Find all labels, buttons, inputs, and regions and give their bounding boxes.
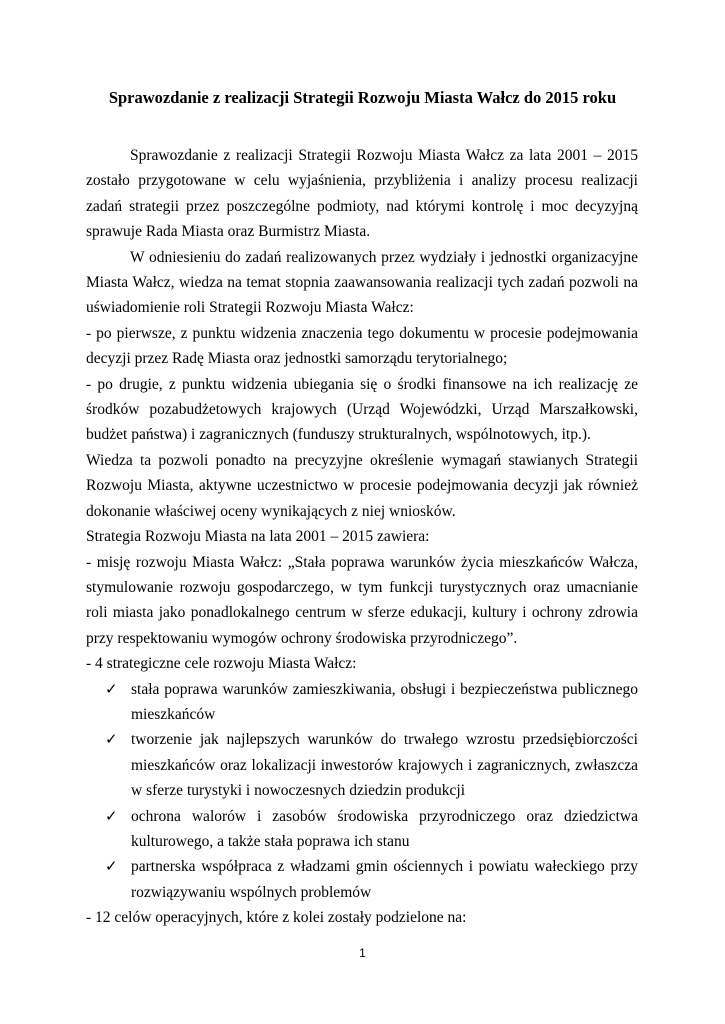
paragraph-intro: Sprawozdanie z realizacji Strategii Rozwoju Miasta Wałcz za lata 2001 – 2015 zostało przygotowane w celu wyjaśnienia, przybliżenia i analizy procesu realizacji zadań strategii przez poszczególne podmioty, nad którymi kontrolę i moc decyzyjną sprawuje Rada Miasta oraz Burmistrz Miasta.	[86, 147, 638, 241]
paragraph-point-second: - po drugie, z punktu widzenia ubiegania się o środki finansowe na ich realizację ze środków pozabudżetowych krajowych (Urząd Wojewódzki, Urząd Marszałkowski, budżet państwa) i zagranicznych (funduszy strukturalnych, wspólnotowych, itp.).	[86, 375, 638, 444]
strategic-goals-list	[86, 677, 638, 906]
strategic-goal-text: partnerska współpraca z władzami gmin ościennych i powiatu wałeckiego przy rozwiązywaniu wspólnych problemów	[131, 858, 638, 901]
paragraph-operational: - 12 celów operacyjnych, które z kolei zostały podzielone na:	[86, 909, 467, 927]
page-number: 1	[359, 946, 366, 960]
paragraph-knowledge: Wiedza ta pozwoli ponadto na precyzyjne określenie wymagań stawianych Strategii Rozwoju Miasta, aktywne uczestnictwo w procesie podejmowania decyzji jak również dokonanie właściwej oceny wynikających z niej wniosków.	[86, 451, 638, 520]
strategic-goal-item	[105, 677, 638, 728]
strategic-goal-text: ochrona walorów i zasobów środowiska przyrodniczego oraz dziedzictwa kulturowego, a także stała poprawa ich stanu	[131, 807, 638, 850]
checkmark-icon: ✓	[105, 857, 118, 876]
strategic-goal-item	[105, 854, 638, 905]
document-body	[86, 143, 638, 931]
paragraph-goals-intro: - 4 strategiczne cele rozwoju Miasta Wałcz:	[86, 655, 357, 673]
checkmark-icon: ✓	[105, 806, 118, 825]
strategic-goal-text: tworzenie jak najlepszych warunków do trwałego wzrostu przedsiębiorczości mieszkańców oraz lokalizacji inwestorów krajowych i zagranicznych, zwłaszcza w sferze turystyki i nowoczesnych dziedzin produkcji	[131, 731, 638, 800]
checkmark-icon: ✓	[105, 679, 118, 698]
paragraph-context: W odniesieniu do zadań realizowanych przez wydziały i jednostki organizacyjne Miasta Wałcz, wiedza na temat stopnia zaawansowania realizacji tych zadań pozwoli na uświadomienie roli Strategii Rozwoju Miasta Wałcz:	[86, 248, 638, 317]
paragraph-mission: - misję rozwoju Miasta Wałcz: „Stała poprawa warunków życia mieszkańców Wałcza, stymulowanie rozwoju gospodarczego, w tym funkcji turystycznych oraz umacnianie roli miasta jako ponadlokalnego centrum w sferze edukacji, kultury i ochrony zdrowia przy respektowaniu wymogów ochrony środowiska przyrodniczego”.	[86, 553, 638, 647]
checkmark-icon: ✓	[105, 730, 118, 749]
strategic-goal-item	[105, 727, 638, 803]
paragraph-contains: Strategia Rozwoju Miasta na lata 2001 – 2015 zawiera:	[86, 528, 430, 546]
strategic-goal-item	[105, 804, 638, 855]
paragraph-point-first: - po pierwsze, z punktu widzenia znaczenia tego dokumentu w procesie podejmowania decyzji przez Radę Miasta oraz jednostki samorządu terytorialnego;	[86, 324, 638, 368]
strategic-goal-text: stała poprawa warunków zamieszkiwania, obsługi i bezpieczeństwa publicznego mieszkańców	[131, 680, 638, 723]
document-title: Sprawozdanie z realizacji Strategii Rozwoju Miasta Wałcz do 2015 roku	[108, 88, 617, 107]
